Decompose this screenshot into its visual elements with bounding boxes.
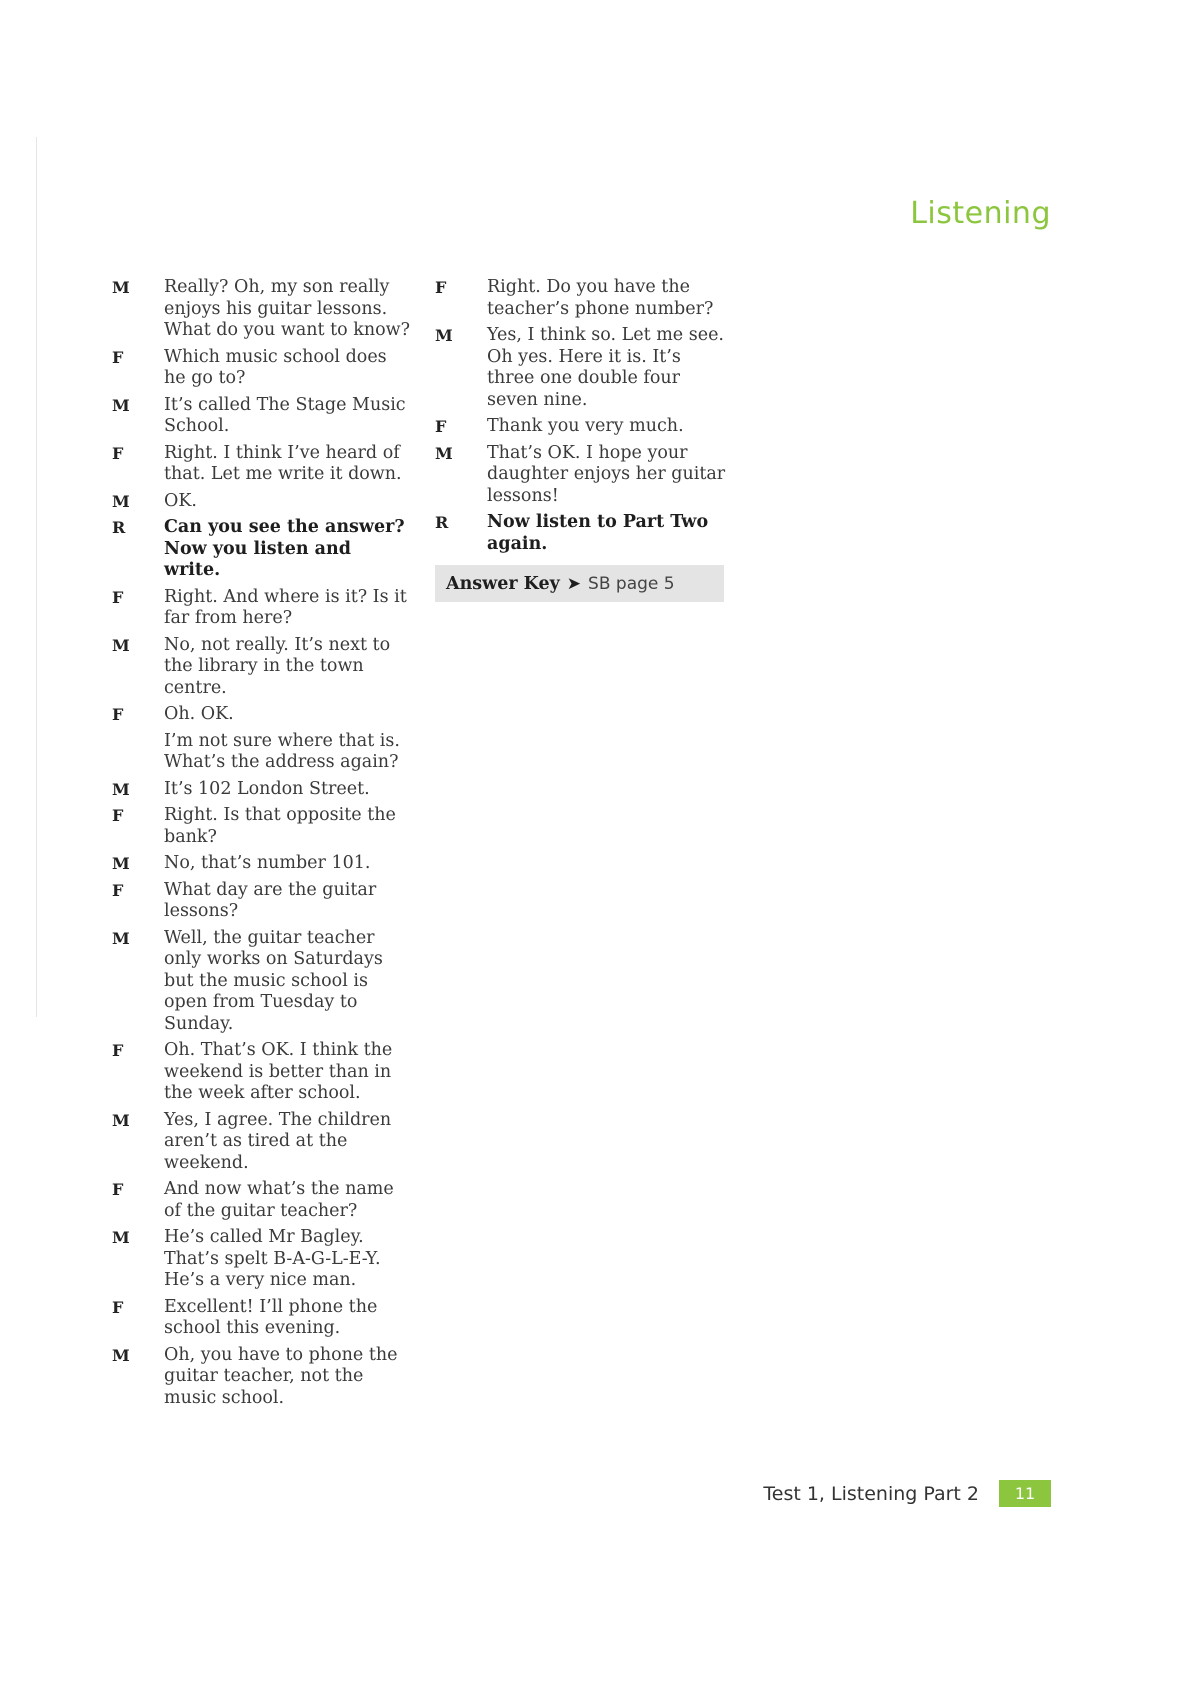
transcript-line — [112, 517, 412, 582]
transcript-line — [112, 853, 412, 875]
transcript-line — [112, 1179, 412, 1222]
transcript-line — [112, 277, 412, 342]
utterance-text: Excellent! I’ll phone the school this evening. — [164, 1296, 378, 1338]
utterance-text: Right. And where is it? Is it far from here? — [164, 586, 407, 628]
transcript-line — [435, 416, 730, 438]
speaker-label: M — [112, 635, 130, 655]
utterance-text: Oh. That’s OK. I think the weekend is better than in the week after school. — [164, 1040, 393, 1103]
transcript-line — [112, 587, 412, 630]
speaker-label: F — [112, 347, 124, 367]
transcript-line — [112, 635, 412, 700]
transcript-line — [112, 805, 412, 848]
transcript-line — [112, 1345, 412, 1410]
speaker-label: M — [112, 854, 130, 873]
utterance-text: Yes, I think so. Let me see. Oh yes. Here it is. It’s three one double four seven nine. — [487, 325, 724, 410]
transcript-line — [112, 443, 412, 486]
speaker-label: F — [112, 880, 124, 900]
transcript-line — [112, 491, 412, 513]
transcript-line — [112, 1040, 412, 1105]
speaker-label: M — [112, 1228, 130, 1247]
speaker-label: M — [112, 779, 130, 799]
answer-key-box — [435, 565, 724, 602]
answer-key-reference: SB page 5 — [588, 573, 675, 594]
speaker-label: F — [112, 587, 124, 607]
utterance-text: Thank you very much. — [487, 416, 684, 436]
transcript-line — [112, 731, 412, 774]
speaker-label: F — [112, 1297, 124, 1317]
transcript-line — [112, 1110, 412, 1175]
utterance-text: Oh. OK. — [164, 704, 234, 724]
utterance-text: Yes, I agree. The children aren’t as tired at the weekend. — [164, 1109, 392, 1173]
footer-text: Test 1, Listening Part 2 — [763, 1482, 979, 1505]
transcript-line — [435, 512, 730, 555]
utterance-text: That’s OK. I hope your daughter enjoys her guitar lessons! — [487, 442, 726, 506]
transcript-line — [112, 395, 412, 438]
page-number: 11 — [999, 1480, 1051, 1507]
transcript-line — [435, 325, 730, 411]
utterance-text: Now listen to Part Two again. — [487, 512, 709, 554]
utterance-text: Can you see the answer? Now you listen and write. — [164, 517, 405, 580]
transcript-line — [112, 347, 412, 390]
transcript-column-left — [112, 277, 412, 1414]
speaker-label: M — [112, 395, 130, 415]
transcript-line — [112, 1297, 412, 1340]
utterance-text: It’s 102 London Street. — [164, 778, 370, 799]
speaker-label: F — [112, 705, 124, 724]
speaker-label: F — [435, 417, 447, 436]
speaker-label: M — [435, 443, 453, 463]
speaker-label: R — [112, 518, 126, 537]
speaker-label: M — [112, 278, 130, 297]
speaker-label: M — [112, 1345, 130, 1365]
answer-key-label: Answer Key — [446, 573, 560, 594]
utterance-text: No, not really. It’s next to the library in the town centre. — [164, 634, 391, 698]
transcript-line — [435, 443, 730, 508]
speaker-label: M — [112, 928, 130, 948]
utterance-text: And now what’s the name of the guitar teacher? — [164, 1179, 394, 1221]
utterance-text: Oh, you have to phone the guitar teacher, not the music school. — [164, 1344, 398, 1408]
utterance-text: No, that’s number 101. — [164, 853, 371, 873]
speaker-label: F — [112, 443, 124, 463]
speaker-label: M — [112, 1110, 130, 1130]
utterance-text: He’s called Mr Bagley. That’s spelt B-A-G-L-E-Y. He’s a very nice man. — [164, 1227, 381, 1290]
section-title: Listening — [910, 196, 1051, 231]
speaker-label — [112, 731, 164, 774]
transcript-column-right — [435, 277, 730, 555]
margin-rule — [36, 137, 37, 1017]
utterance-text: Really? Oh, my son really enjoys his guitar lessons. What do you want to know? — [164, 277, 411, 340]
speaker-label: M — [112, 491, 130, 511]
utterance-text: Right. Do you have the teacher’s phone number? — [487, 277, 714, 319]
utterance-text: Which music school does he go to? — [164, 346, 387, 388]
utterance-text: Right. Is that opposite the bank? — [164, 805, 396, 847]
utterance-text: What day are the guitar lessons? — [164, 879, 377, 921]
speaker-label: R — [435, 513, 449, 532]
transcript-line — [435, 277, 730, 320]
transcript-line — [112, 928, 412, 1036]
speaker-label: F — [112, 806, 124, 825]
page-footer — [763, 1480, 1051, 1507]
speaker-label: F — [435, 278, 447, 297]
speaker-label: F — [112, 1041, 124, 1060]
transcript-line — [112, 880, 412, 923]
utterance-text: Right. I think I’ve heard of that. Let me write it down. — [164, 442, 402, 484]
transcript-line — [112, 704, 412, 726]
transcript-line — [112, 779, 412, 801]
speaker-label: M — [435, 326, 453, 345]
speaker-label: F — [112, 1180, 124, 1199]
utterance-text: It’s called The Stage Music School. — [164, 394, 406, 436]
utterance-text: OK. — [164, 490, 197, 511]
transcript-line — [112, 1227, 412, 1292]
transcript-column-right-wrapper — [435, 277, 730, 602]
utterance-text: I’m not sure where that is. What’s the address again? — [164, 730, 400, 772]
utterance-text: Well, the guitar teacher only works on Saturdays but the music school is open from Tuesday to Sunday. — [164, 927, 383, 1034]
arrow-right-icon: ➤ — [566, 573, 582, 594]
